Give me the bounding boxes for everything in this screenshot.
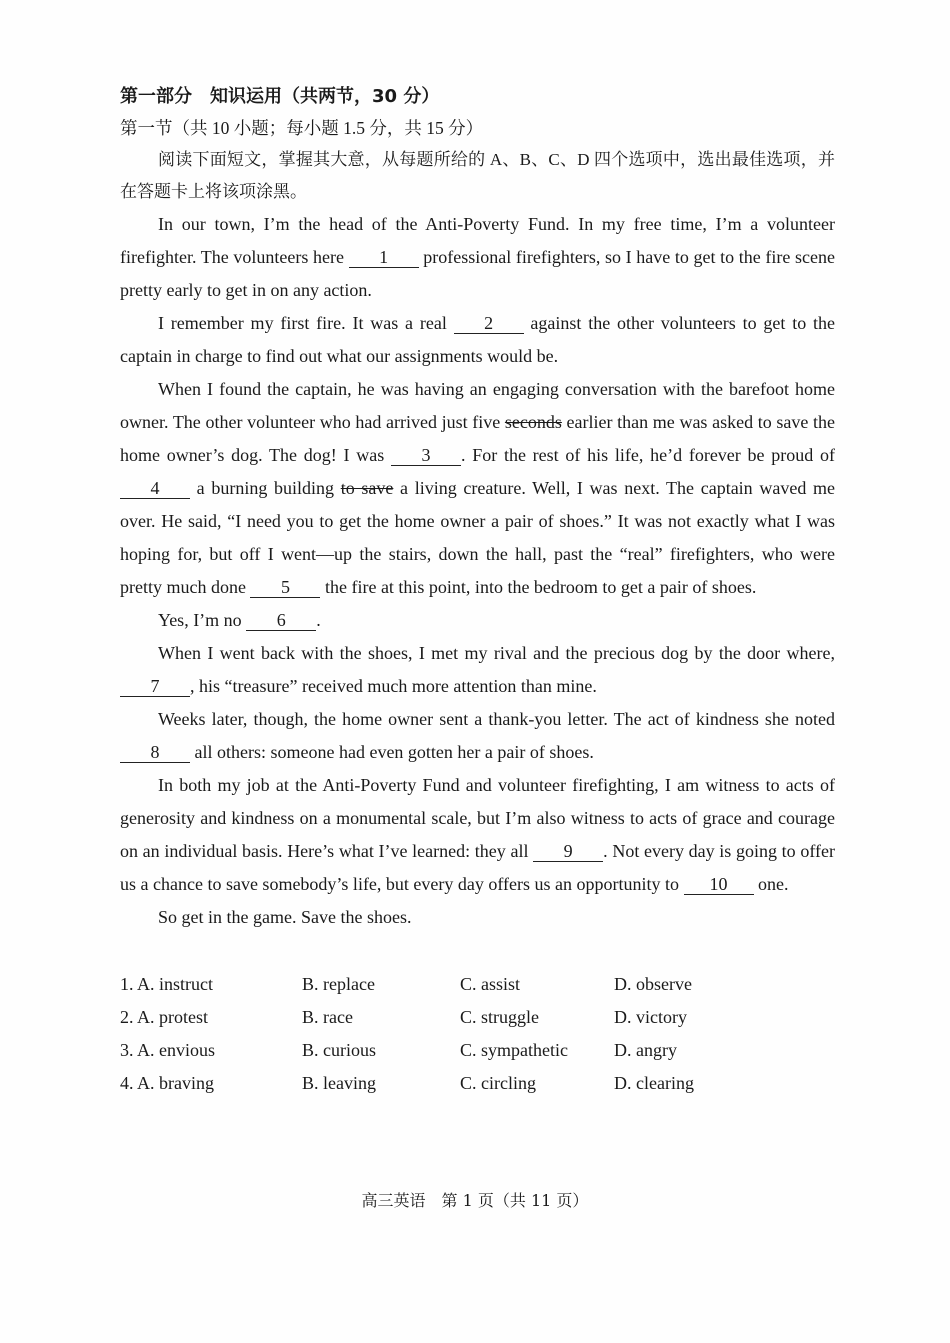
paragraph-1: In our town, I’m the head of the Anti-Poverty Fund. In my free time, I’m a volunteer firefighter. The volunteers here 1 professional firefighters, so I have to get to the fire scene pretty early to get in on any action. — [120, 214, 836, 300]
paragraph-8: So get in the game. Save the shoes. — [158, 907, 412, 927]
blank-7: 7 — [120, 676, 190, 697]
instruction: 阅读下面短文，掌握其大意，从每题所给的 A、B、C、D 四个选项中，选出最佳选项，并在答题卡上将该项涂黑。 — [120, 150, 835, 201]
option-b: B. curious — [302, 1040, 376, 1060]
option-d: D. observe — [614, 974, 692, 994]
option-d: D. angry — [614, 1040, 677, 1060]
option-c: C. assist — [460, 974, 521, 994]
blank-2: 2 — [454, 313, 524, 334]
option-c: C. circling — [460, 1073, 536, 1093]
blank-6: 6 — [246, 610, 316, 631]
section-subtitle: 第一节（共 10 小题；每小题 1.5 分，共 15 分） — [120, 118, 484, 138]
option-row — [120, 968, 835, 1001]
blank-8: 8 — [120, 742, 190, 763]
option-b: B. race — [302, 1007, 353, 1027]
option-row — [120, 1001, 835, 1034]
paragraph-3: When I found the captain, he was having an engaging conversation with the barefoot home owner. The other volunteer who had arrived just five seconds earlier than me was asked to save the home owner’s dog. The dog! I was 3 . For the rest of his life, he’d forever be proud of 4 a burning building to save a living creature. Well, I was next. The captain waved me over. He said, “I need you to get the home owner a pair of shoes.” It was not exactly what I was hoping for, but off I went—up the stairs, down the hall, past the “real” firefighters, who were pretty much done 5 the fire at this point, into the bedroom to get a pair of shoes. — [120, 379, 835, 597]
paragraph-7: In both my job at the Anti-Poverty Fund and volunteer firefighting, I am witness to acts of generosity and kindness on a monumental scale, but I’m also witness to acts of grace and courage on an individual basis. Here’s what I’ve learned: they all 9 . Not every day is going to offer us a chance to save somebody’s life, but every day offers us an opportunity to 10 one. — [120, 775, 835, 894]
options-list — [120, 968, 835, 1100]
option-b: B. replace — [302, 974, 375, 994]
blank-9: 9 — [533, 841, 603, 862]
paragraph-2: I remember my first fire. It was a real 2 against the other volunteers to get to the captain in charge to find out what our assignments would be. — [120, 313, 835, 366]
option-a: 1. A. instruct — [120, 974, 213, 994]
blank-3: 3 — [391, 445, 461, 466]
section-title: 第一部分 知识运用（共两节，30 分） — [120, 86, 440, 107]
blank-10: 10 — [684, 874, 754, 895]
struck-phrase: to save — [340, 478, 394, 498]
option-d: D. clearing — [614, 1073, 694, 1093]
exam-page — [120, 82, 835, 1100]
option-c: C. struggle — [460, 1007, 539, 1027]
option-row — [120, 1034, 835, 1067]
blank-4: 4 — [120, 478, 190, 499]
page-footer: 高三英语 第 1 页（共 11 页） — [361, 1191, 589, 1210]
blank-5: 5 — [250, 577, 320, 598]
struck-word: seconds — [504, 412, 562, 432]
option-c: C. sympathetic — [460, 1040, 568, 1060]
paragraph-6: Weeks later, though, the home owner sent a thank-you letter. The act of kindness she noted 8 all others: someone had even gotten her a pair of shoes. — [120, 703, 835, 769]
blank-1: 1 — [349, 247, 419, 268]
paragraph-5: When I went back with the shoes, I met my rival and the precious dog by the door where, 7 , his “treasure” received much more attention than mine. — [120, 637, 835, 703]
paragraph-4: Yes, I’m no 6 . — [158, 610, 321, 630]
option-a: 3. A. envious — [120, 1040, 216, 1060]
option-b: B. leaving — [302, 1073, 376, 1093]
option-d: D. victory — [614, 1007, 687, 1027]
option-a: 2. A. protest — [120, 1007, 208, 1027]
option-a: 4. A. braving — [120, 1073, 214, 1093]
option-row — [120, 1067, 835, 1100]
